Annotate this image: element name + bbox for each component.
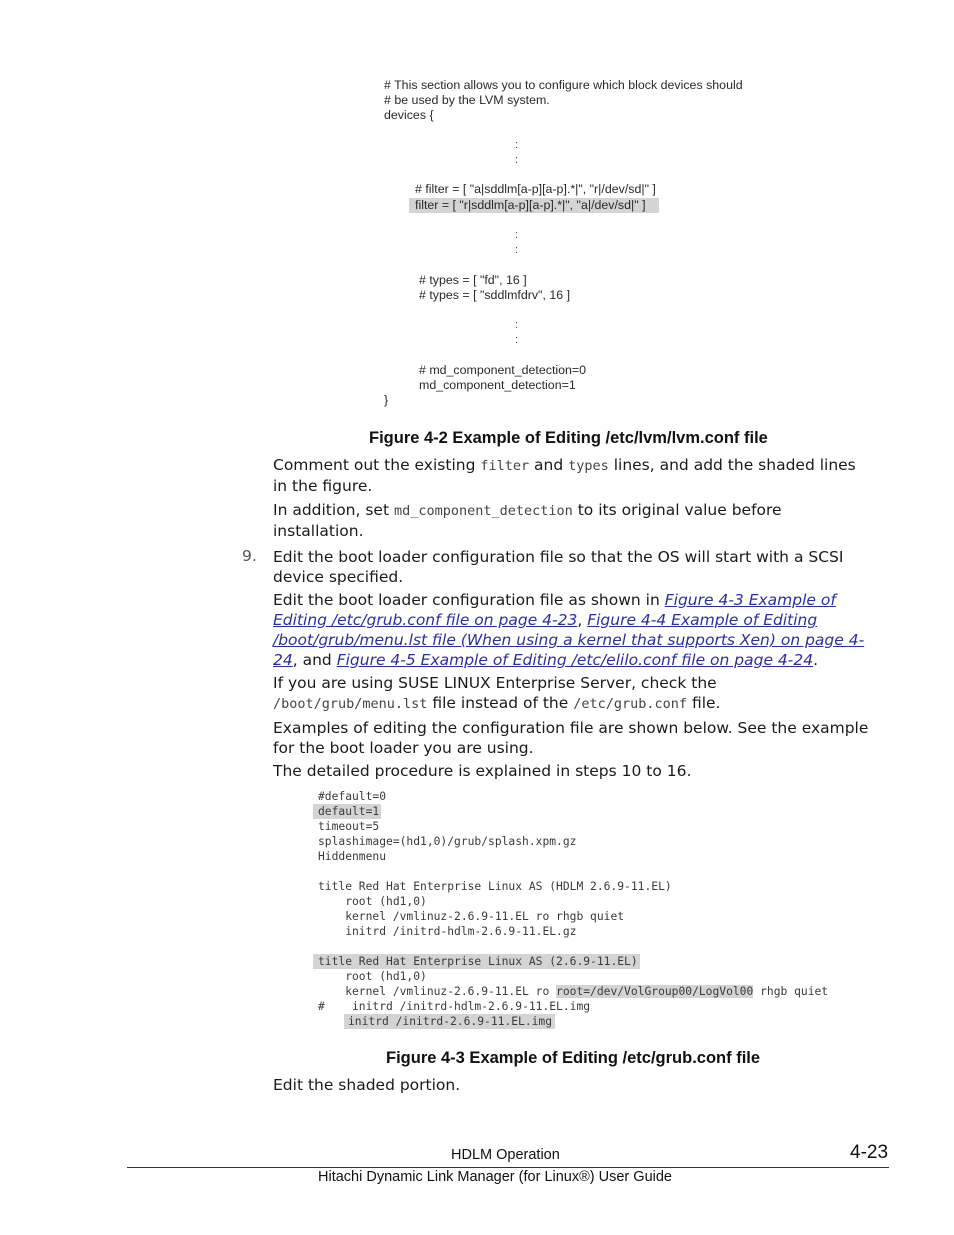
paragraph <box>273 500 873 541</box>
code-line: title Red Hat Enterprise Linux AS (HDLM 2.6.9-11.EL) <box>318 880 672 893</box>
ellipsis-dots: : <box>515 139 519 151</box>
code-line: root (hd1,0) <box>318 895 427 908</box>
code-line: # initrd /initrd-hdlm-2.6.9-11.EL.img <box>318 1000 591 1013</box>
ellipsis-dots: : <box>515 229 519 241</box>
code: md_component_detection <box>393 503 573 519</box>
code-line <box>318 984 828 999</box>
code-line: # filter = [ "a|sddlm[a-p][a-p].*|", "r|/dev/sd|" ] <box>415 182 656 196</box>
code: filter <box>480 458 530 474</box>
code: /etc/grub.conf <box>573 696 688 712</box>
shaded-code-line: initrd /initrd-2.6.9-11.EL.img <box>344 1014 555 1029</box>
code-line: initrd /initrd-hdlm-2.6.9-11.EL.gz <box>318 925 577 938</box>
figure-caption: Figure 4-3 Example of Editing /etc/grub.conf file <box>386 1049 761 1067</box>
code-line: #default=0 <box>318 790 387 803</box>
figure-caption: Figure 4-2 Example of Editing /etc/lvm/lvm.conf file <box>369 429 768 447</box>
footer-divider <box>127 1167 889 1168</box>
text: Comment out the existing <box>273 456 481 474</box>
code-line: devices { <box>384 108 434 122</box>
code-line: Hiddenmenu <box>318 850 387 863</box>
paragraph <box>273 455 873 496</box>
ellipsis-dots: : <box>515 334 519 346</box>
step-text: Edit the boot loader configuration file so that the OS will start with a SCSI device specified. <box>273 548 844 586</box>
code-line: root (hd1,0) <box>318 970 427 983</box>
code-line: # md_component_detection=0 <box>419 363 587 377</box>
text: . <box>813 651 819 669</box>
code-line: # types = [ "sddlmfdrv", 16 ] <box>419 288 571 302</box>
figure-link[interactable]: Figure 4-3 Example of Editing /etc/grub.conf file on page 4-23 <box>273 591 836 629</box>
figure-link[interactable]: Figure 4-4 Example of Editing /boot/grub/menu.lst file (When using a kernel that supports Xen) on page 4-24 <box>273 611 865 669</box>
code-line: timeout=5 <box>318 820 380 833</box>
code-line: md_component_detection=1 <box>419 378 576 392</box>
text: , and <box>292 651 337 669</box>
text: to its original value before installation. <box>273 501 782 540</box>
text: kernel /vmlinuz-2.6.9-11.EL ro <box>318 985 557 998</box>
paragraph: Edit the shaded portion. <box>273 1076 461 1094</box>
code-line: # This section allows you to configure which block devices should <box>384 78 743 92</box>
text: , <box>577 611 588 629</box>
code: types <box>568 458 609 474</box>
shaded-code-line: default=1 <box>313 804 381 819</box>
text: rhgb quiet <box>753 985 829 998</box>
figure-lvm-conf <box>384 78 824 408</box>
text: file instead of the <box>427 694 574 712</box>
code-line: splashimage=(hd1,0)/grub/splash.xpm.gz <box>318 835 577 848</box>
text: file. <box>687 694 721 712</box>
paragraph: The detailed procedure is explained in steps 10 to 16. <box>273 762 692 780</box>
code-line: # be used by the LVM system. <box>384 93 550 107</box>
paragraph <box>273 590 885 670</box>
paragraph: Examples of editing the configuration file are shown below. See the example for the boot loader you are using. <box>273 719 869 757</box>
code-line: # types = [ "fd", 16 ] <box>419 273 527 287</box>
ellipsis-dots: : <box>515 244 519 256</box>
text: and <box>529 456 569 474</box>
paragraph <box>273 673 873 714</box>
figure-link[interactable]: Figure 4-5 Example of Editing /etc/elilo.conf file on page 4-24 <box>336 651 814 669</box>
code-line: kernel /vmlinuz-2.6.9-11.EL ro rhgb quiet <box>318 910 625 923</box>
ellipsis-dots: : <box>515 154 519 166</box>
figure-grub-conf <box>318 789 888 1034</box>
shaded-code-line: title Red Hat Enterprise Linux AS (2.6.9-11.EL) <box>313 954 640 969</box>
shaded-text: root=/dev/VolGroup00/LogVol00 <box>556 985 754 998</box>
text: lines, and add the shaded lines in the figure. <box>273 456 856 495</box>
code: /boot/grub/menu.lst <box>273 696 428 712</box>
footer-section: HDLM Operation <box>451 1147 560 1163</box>
text: Edit the boot loader configuration file as shown in <box>273 591 665 609</box>
step-number: 9. <box>242 547 257 565</box>
code-line: } <box>384 393 389 407</box>
book-title: Hitachi Dynamic Link Manager (for Linux®) User Guide <box>318 1169 672 1185</box>
text: In addition, set <box>273 501 394 519</box>
page-number: 4-23 <box>850 1142 889 1163</box>
ellipsis-dots: : <box>515 319 519 331</box>
shaded-code-line: filter = [ "r|sddlm[a-p][a-p].*|", "a|/dev/sd|" ] <box>409 198 659 213</box>
text: If you are using SUSE LINUX Enterprise Server, check the <box>273 674 717 692</box>
